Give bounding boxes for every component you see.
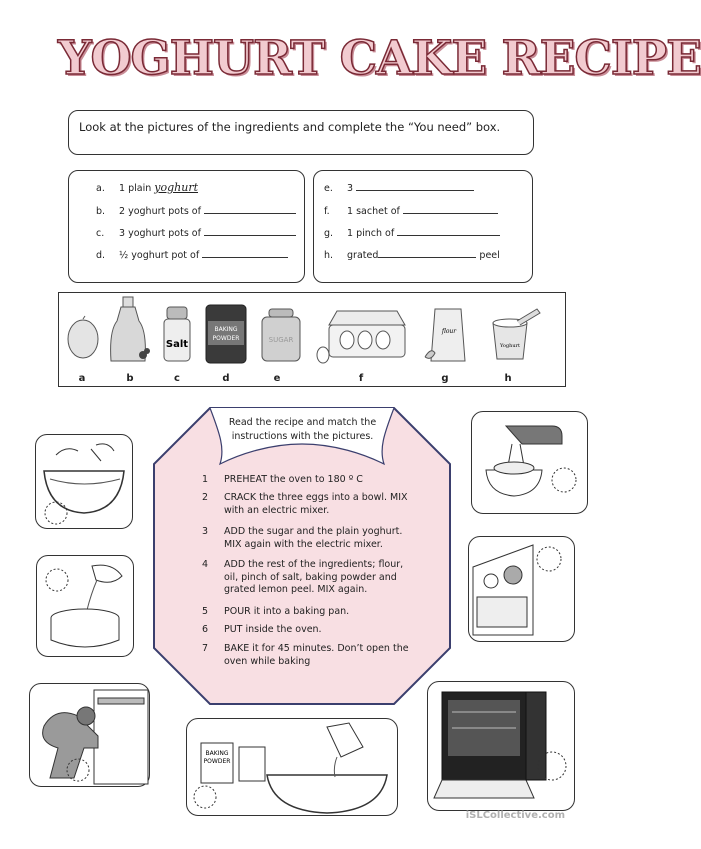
ingredients-left-box bbox=[68, 170, 305, 283]
flour-bag-icon bbox=[421, 305, 469, 365]
ingredient-a-answer: yoghurt bbox=[154, 181, 199, 194]
svg-text:flour: flour bbox=[441, 328, 457, 335]
picture-label-d: d bbox=[222, 373, 230, 384]
picture-label-e: e bbox=[273, 373, 281, 384]
oil-bottle-icon bbox=[109, 295, 151, 365]
answer-circle[interactable] bbox=[552, 468, 576, 492]
electric-mixer-illustration bbox=[472, 412, 589, 515]
open-oven-illustration bbox=[428, 682, 576, 812]
svg-text:POWDER: POWDER bbox=[203, 758, 231, 765]
watermark-text: iSLCollective.com bbox=[465, 810, 565, 821]
recipe-instructions-panel bbox=[150, 404, 454, 708]
ingredient-a: a. 1 plain yoghurt bbox=[96, 181, 199, 194]
svg-text:BAKING: BAKING bbox=[205, 750, 229, 757]
baking-powder-can-icon bbox=[204, 303, 248, 365]
answer-circle[interactable] bbox=[537, 547, 561, 571]
picture-card-open-oven bbox=[427, 681, 575, 811]
salt-label: Salt bbox=[165, 339, 189, 350]
picture-label-a: a bbox=[78, 373, 86, 384]
answer-blank[interactable] bbox=[397, 226, 500, 236]
egg-carton-icon bbox=[317, 307, 409, 365]
ingredients-bowl-illustration bbox=[187, 719, 399, 817]
ingredient-pictures-strip bbox=[58, 292, 566, 387]
recipe-step-6: 6 PUT inside the oven. bbox=[202, 624, 322, 635]
ingredient-f: f. 1 sachet of bbox=[324, 204, 532, 220]
recipe-step-5: 5 POUR it into a baking pan. bbox=[202, 606, 350, 617]
picture-card-pouring bbox=[36, 555, 134, 657]
ingredient-b: b. 2 yoghurt pots of bbox=[96, 204, 304, 220]
svg-text:POWDER: POWDER bbox=[212, 335, 240, 342]
answer-circle[interactable] bbox=[46, 569, 68, 591]
answer-circle[interactable] bbox=[45, 502, 67, 524]
sugar-canister-icon bbox=[259, 307, 303, 363]
picture-card-electric-mixer bbox=[471, 411, 588, 514]
recipe-step-7: 7 BAKE it for 45 minutes. Don’t open the oven while baking bbox=[202, 643, 409, 667]
picture-card-ingredients-bowl bbox=[186, 718, 398, 816]
woman-oven-illustration bbox=[30, 684, 151, 788]
picture-card-oven-knob bbox=[468, 536, 575, 642]
answer-blank[interactable] bbox=[378, 248, 476, 258]
answer-circle[interactable] bbox=[194, 786, 216, 808]
picture-label-c: c bbox=[174, 373, 180, 384]
recipe-step-4: 4 ADD the rest of the ingredients; flour, oil, pinch of salt, baking powder and grated lemon peel. MIX again. bbox=[202, 559, 404, 595]
picture-label-f: f bbox=[358, 373, 364, 384]
picture-card-oven-baking bbox=[29, 683, 150, 787]
yogurt-pot-icon bbox=[487, 305, 543, 365]
mixing-bowl-illustration bbox=[36, 435, 134, 530]
answer-blank[interactable] bbox=[202, 248, 288, 258]
recipe-step-2: 2 CRACK the three eggs into a bowl. MIX with an electric mixer. bbox=[202, 492, 408, 516]
answer-blank[interactable] bbox=[403, 204, 498, 214]
picture-label-b: b bbox=[126, 373, 134, 384]
lemon-icon bbox=[65, 315, 101, 361]
ingredient-d: d. ½ yoghurt pot of bbox=[96, 248, 304, 264]
page-title: YOGHURT CAKE RECIPE bbox=[58, 31, 701, 86]
salt-shaker-icon bbox=[162, 305, 192, 363]
answer-blank[interactable] bbox=[204, 204, 296, 214]
recipe-step-3: 3 ADD the sugar and the plain yoghurt. MIX again with the electric mixer. bbox=[202, 526, 403, 550]
pour-into-pan-illustration bbox=[37, 556, 135, 658]
picture-label-g: g bbox=[441, 373, 449, 384]
ingredient-c: c. 3 yoghurt pots of bbox=[96, 226, 304, 242]
instruction-box bbox=[68, 110, 534, 155]
recipe-step-1: 1 PREHEAT the oven to 180 º C bbox=[202, 474, 363, 485]
svg-text:SUGAR: SUGAR bbox=[268, 336, 294, 344]
svg-text:BAKING: BAKING bbox=[214, 326, 238, 333]
answer-blank[interactable] bbox=[356, 181, 474, 191]
recipe-heading: Read the recipe and match the instructions with the pictures. bbox=[228, 417, 377, 442]
oven-knob-illustration bbox=[469, 537, 576, 643]
ingredient-h: h. grated peel bbox=[324, 250, 500, 261]
picture-label-h: h bbox=[504, 373, 512, 384]
ingredients-right-box bbox=[313, 170, 533, 283]
ingredient-g: g. 1 pinch of bbox=[324, 226, 532, 242]
picture-card-mixing-bowl bbox=[35, 434, 133, 529]
svg-text:Yoghurt: Yoghurt bbox=[500, 343, 520, 349]
instruction-text: Look at the pictures of the ingredients and complete the “You need” box. bbox=[79, 120, 501, 134]
ingredient-e: e. 3 bbox=[324, 181, 532, 197]
answer-blank[interactable] bbox=[204, 226, 296, 236]
